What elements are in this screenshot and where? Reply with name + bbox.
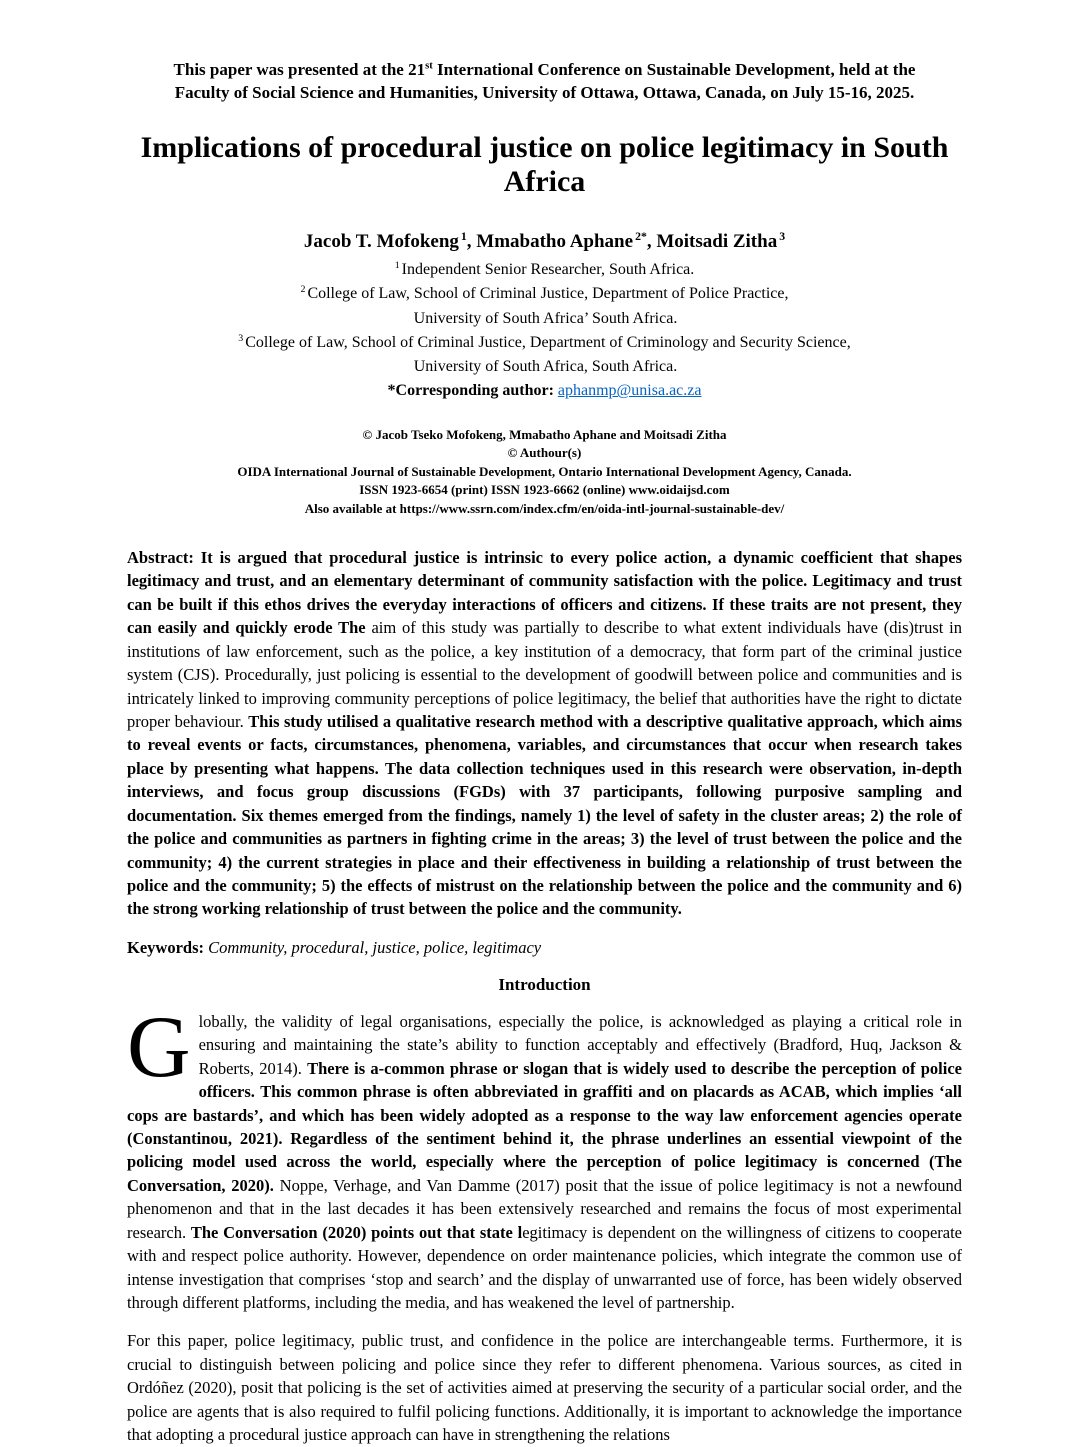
copyright-line: © Authour(s) [507,445,582,461]
affiliation-marker: 2 [300,283,306,295]
author-affiliation-marker: 3 [779,229,786,243]
copyright-line: ISSN 1923-6654 (print) ISSN 1923-6662 (online) www.oidaijsd.com [359,482,730,498]
abstract-text-regular: aim of this study was partially to describe to what extent individuals have (dis)trust in institutions of law enforcement, such as the police, a key institution of a democracy, that form part of the criminal justice system (CJS). Procedurally, just policing is essential to the development of goodwill between police and communities and is intricately linked to improving community perceptions of police legitimacy, the belief that authorities have the right to dictate proper behaviour. [127,618,963,732]
author-affiliation-marker: 2* [635,229,647,243]
conference-note-text: International Conference on Sustainable Development, held at the [432,60,916,79]
corresponding-author-line [127,379,962,403]
affiliation-line [127,307,962,331]
intro-text-regular: egitimacy is dependent on the willingness of citizens to cooperate with and respect police authority. However, dependence on order maintenance policies, which integrate the common use of intense investigation that comprises ‘stop and search’ and the display of unwarranted use of force, has been widely observed through different platforms, including the media, and has weakened the level of partnership. [127,1222,962,1312]
affiliation-text: University of South Africa’ South Africa. [413,309,678,327]
ordinal-superscript: st [425,60,433,72]
copyright-line: OIDA International Journal of Sustainable Development, Ontario International Development Agency, Canada. [237,463,852,479]
affiliation-text: College of Law, School of Criminal Justice, Department of Police Practice, [307,285,789,303]
affiliation-text: Independent Senior Researcher, South Africa. [401,260,695,278]
introduction-paragraph-2: For this paper, police legitimacy, public trust, and confidence in the police are interchangeable terms. Furthermore, it is crucial to distinguish between policing and police since they refer to different phenomena. Various sources, as cited in Ordóñez (2020), posit that policing is the set of activities aimed at preserving the security of a particular social order, and the police are agents that is also required to fulfil policing functions. Additionally, it is important to acknowledge the importance that adopting a procedural justice approach can have in strengthening the relations [127,1331,962,1445]
drop-cap: G [127,998,191,1096]
introduction-heading: Introduction [498,974,591,994]
author-name: , Mmabatho Aphane [466,231,634,253]
abstract-label: Abstract: [127,548,194,568]
affiliations-block [127,258,962,404]
introduction-paragraph-1 [127,998,963,1314]
email-link[interactable]: aphanmp@unisa.ac.za [557,382,702,400]
affiliation-marker: 1 [394,259,400,271]
abstract-text-bold: This study utilised a qualitative research method with a descriptive qualitative approach, which aims to reveal events or facts, circumstances, phenomena, variables, and circumstances that occur when research takes place by presenting what happens. The data collection techniques used in this research were observation, in-depth interviews, and focus group discussions (FGDs) with 37 participants, following purposive sampling and documentation. Six themes emerged from the findings, namely 1) the level of safety in the cluster areas; 2) the role of the police and communities as partners in fighting crime in the areas; 3) the level of trust between the police and the community; 4) the current strategies in place and their effectiveness in building a relationship of trust between the police and the community; 5) the effects of mistrust on the relationship between the police and the community and 6) the strong working relationship of trust between the police and the community. [127,712,962,919]
copyright-line: © Jacob Tseko Mofokeng, Mmabatho Aphane and Moitsadi Zitha [362,426,727,442]
abstract-paragraph [127,546,962,921]
affiliation-line [127,258,962,282]
affiliation-text: College of Law, School of Criminal Justice, Department of Criminology and Security Science, [245,333,851,351]
author-name: Jacob T. Mofokeng [303,231,459,253]
authors-line [127,229,962,255]
intro-text-bold: There is a-common phrase or slogan that is widely used to describe the perception of police officers. This common phrase is often abbreviated in graffiti and on placards as ACAB, which implies ‘all cops are bastards’, and which has been widely adopted as a response to the way law enforcement agencies operate (Constantinou, 2021). Regardless of the sentiment behind it, the phrase underlines an essential viewpoint of the policing model used across the world, especially where the perception of police legitimacy is concerned (The Conversation, 2020). [127,1058,963,1195]
keywords-line [127,936,962,959]
affiliation-line [127,355,962,379]
copyright-block [127,426,962,518]
affiliation-marker: 3 [238,332,244,344]
keywords-text: Community, procedural, justice, police, legitimacy [204,937,542,957]
affiliation-line [127,331,962,355]
affiliation-line [127,282,962,306]
affiliation-text: University of South Africa, South Africa. [413,358,678,376]
author-affiliation-marker: 1 [460,229,467,243]
intro-text-regular: Noppe, Verhage, and Van Damme (2017) posit that the issue of police legitimacy is not a newfound phenomenon and that in the last decades it has been extensively researched and remains the focus of most experimental research. [127,1175,962,1242]
corresponding-author-label: *Corresponding author: [387,382,558,400]
intro-text-bold: The Conversation (2020) points out that state l [190,1222,523,1242]
paper-title: Implications of procedural justice on police legitimacy in South Africa [140,130,949,199]
keywords-label: Keywords: [127,937,204,957]
intro-text-regular: lobally, the validity of legal organisations, especially the police, is acknowledged as playing a critical role in ensuring and maintaining the state’s ability to function acceptably and effectively (Bradford, Huq, Jackson & Roberts, 2014). [198,1011,962,1078]
conference-note-text: This paper was presented at the 21 [173,60,426,79]
abstract-text-bold: It is argued that procedural justice is intrinsic to every police action, a dynamic coefficient that shapes legitimacy and trust, and an elementary determinant of community satisfaction with the police. Legitimacy and trust can be built if this ethos drives the everyday interactions of officers and citizens. If these traits are not present, they can easily and quickly erode The [127,548,962,638]
author-name: , Moitsadi Zitha [646,231,778,253]
conference-note [165,58,925,105]
conference-note-text: Faculty of Social Science and Humanities, University of Ottawa, Ottawa, Canada, on July 15-16, 2025. [174,83,915,103]
copyright-line: Also available at https://www.ssrn.com/index.cfm/en/oida-intl-journal-sustainable-dev/ [304,500,785,516]
